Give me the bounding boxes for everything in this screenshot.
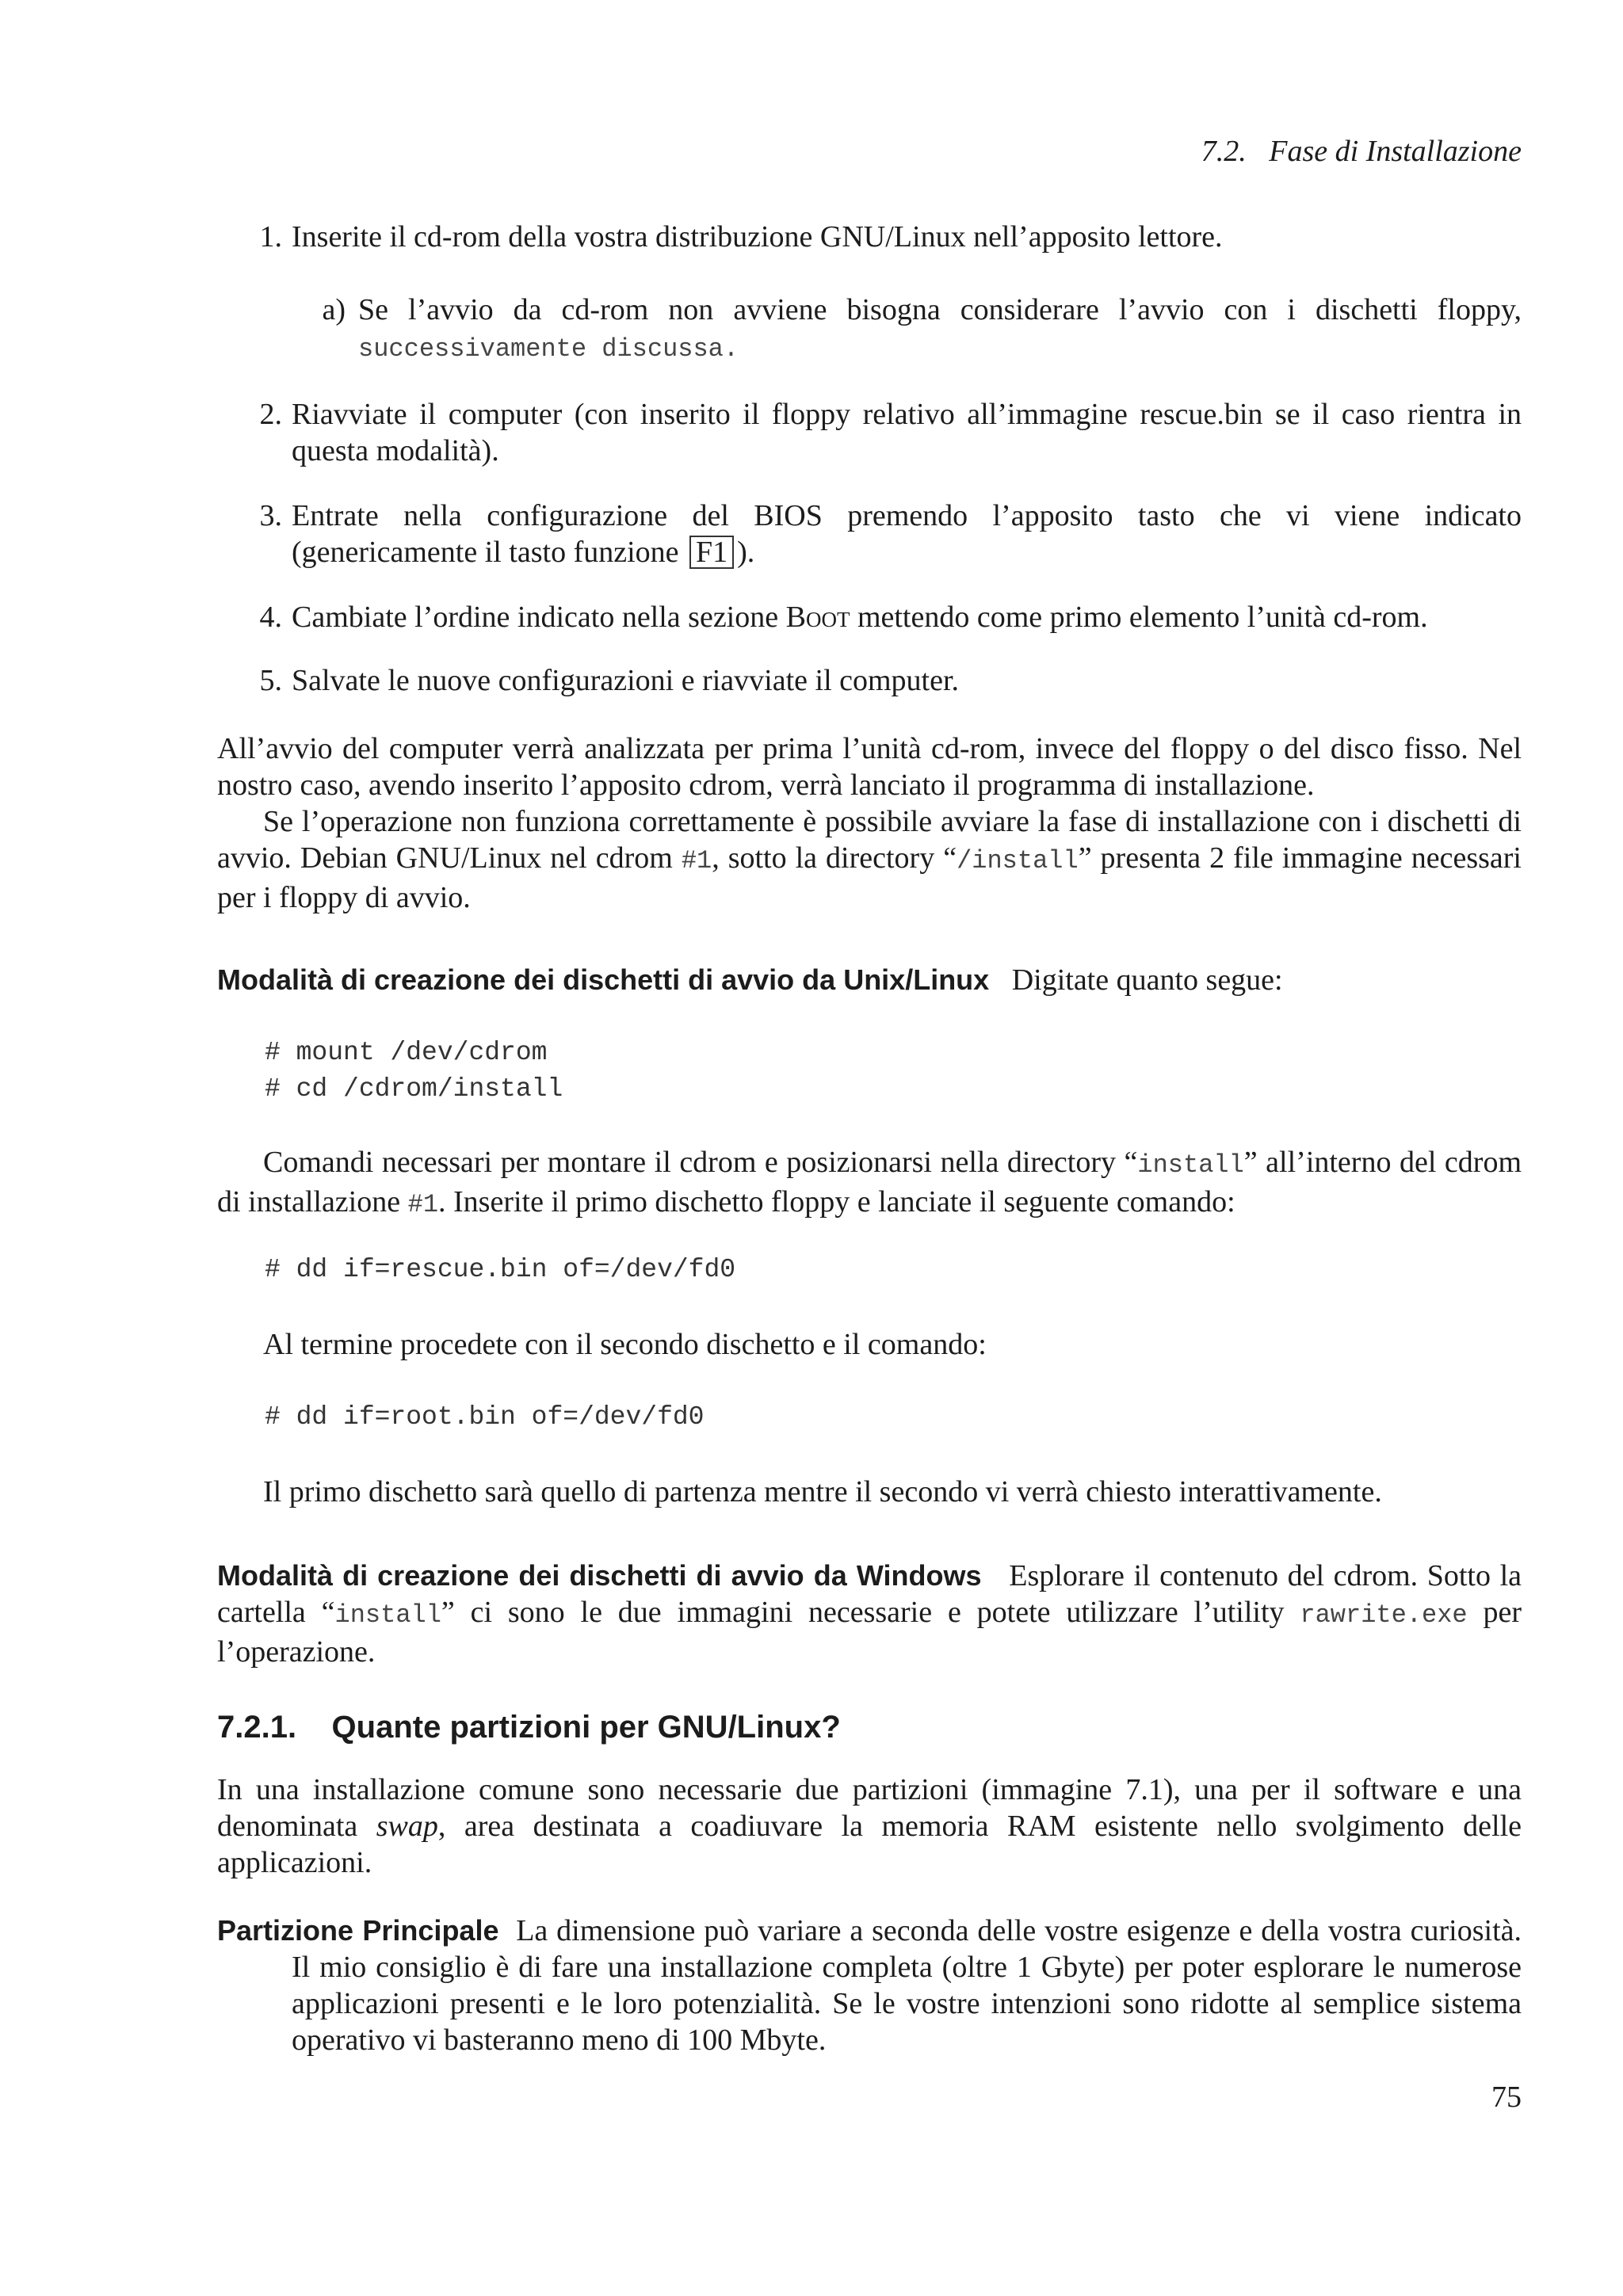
list-item-4-end: mettendo come primo elemento l’unità cd-rom.: [857, 601, 1428, 634]
paragraph-2: [217, 803, 1522, 916]
unix-intro: Digitate quanto segue:: [1011, 963, 1283, 997]
windows-code-b: install: [334, 1600, 441, 1630]
description-item: [217, 1913, 1522, 2058]
para2-text-a: Se l’operazione non funziona correttamente è possibile avviare la fase di installazione con i dischetti di avvio. Debian GNU/Linux nel cdrom: [217, 805, 1522, 875]
windows-text-a: Esplorare il contenuto del cdrom. Sotto la cartella “: [217, 1559, 1522, 1629]
windows-paragraph: [217, 1558, 1522, 1670]
list-item-4: [292, 599, 1528, 635]
unix-p1-code-b: install: [1137, 1150, 1244, 1180]
unix-paragraph-3: Il primo dischetto sarà quello di partenza mentre il secondo vi verrà chiesto interattivamente.: [263, 1475, 1382, 1508]
running-head: [1201, 133, 1522, 170]
subsection-title: Quante partizioni per GNU/Linux?: [331, 1710, 841, 1745]
para3-text-c: , area destinata a coadiuvare la memoria RAM esistente nello svolgimento delle applicazioni.: [217, 1810, 1522, 1879]
windows-code-d: rawrite.exe: [1300, 1600, 1468, 1630]
header-section-title: Fase di Installazione: [1269, 135, 1522, 168]
subsection-heading: [217, 1710, 841, 1745]
f1-key: F1: [689, 536, 734, 569]
code-line-3: # dd if=rescue.bin of=/dev/fd0: [265, 1255, 736, 1284]
unix-p1-text-a: Comandi necessari per montare il cdrom e posizionarsi nella directory “: [263, 1146, 1138, 1179]
list-number: 1.: [259, 220, 282, 254]
unix-paragraph-1: [217, 1144, 1522, 1223]
list-item-2: Riavviate il computer (con inserito il floppy relativo all’immagine rescue.bin se il caso rientra in questa modalità).: [292, 398, 1522, 467]
unix-p1-code-d: #1: [407, 1190, 439, 1219]
windows-text-c: ” ci sono le due immagini necessarie e potete utilizzare l’utility: [441, 1596, 1285, 1629]
para3-text-a: In una installazione comune sono necessarie due partizioni (immagine 7.1), una per il software e una denominata: [217, 1773, 1522, 1843]
list-number: 5.: [259, 664, 282, 697]
list-item-3: [292, 498, 1522, 570]
paragraph-3: [217, 1772, 1522, 1881]
description-term: Partizione Principale: [217, 1914, 499, 1947]
paragraph-1: All’avvio del computer verrà analizzata per prima l’unità cd-rom, invece del floppy o del disco fisso. Nel nostro caso, avendo inserito l’apposito cdrom, verrà lanciato il programma di installazione.: [217, 732, 1522, 802]
code-line-1: # mount /dev/cdrom: [265, 1038, 548, 1067]
list-item-3-text: Entrate nella configurazione del BIOS premendo l’apposito tasto che vi viene indicato (genericamente il tasto funzione: [292, 499, 1522, 569]
sublist-text-mono: successivamente discussa.: [358, 334, 739, 364]
windows-text-e: per l’operazione.: [217, 1596, 1522, 1669]
list-item-3-end: ).: [737, 536, 755, 569]
sublist-item-a: [358, 292, 1522, 368]
list-item-4-text: Cambiate l’ordine indicato nella sezione: [292, 601, 779, 634]
list-number: 4.: [259, 601, 282, 634]
unix-paragraph: [217, 962, 1522, 998]
para2-text-e: ” presenta 2 file immagine necessari per i floppy di avvio.: [217, 841, 1522, 914]
para2-text-c: , sotto la directory “: [712, 841, 957, 875]
list-item-1: Inserite il cd-rom della vostra distribuzione GNU/Linux nell’apposito lettore.: [292, 220, 1223, 254]
unix-p1-text-c: ” all’interno del cdrom di installazione: [217, 1146, 1522, 1219]
boot-smallcaps: Boot: [785, 601, 850, 634]
description-text: La dimensione può variare a seconda delle vostre esigenze e della vostra curiosità. Il mio consiglio è di fare una installazione completa (oltre 1 Gbyte) per poter esplorare le numerose applicazioni presenti e le loro potenzialità. Se le vostre intenzioni sono ridotte al semplice sistema operativo vi basteranno meno di 100 Mbyte.: [292, 1914, 1522, 2057]
unix-p1-text-e: . Inserite il primo dischetto floppy e lanciate il seguente comando:: [438, 1185, 1235, 1219]
list-item-5: Salvate le nuove configurazioni e riavviate il computer.: [292, 664, 960, 697]
sublist-text: Se l’avvio da cd-rom non avviene bisogna considerare l’avvio con i dischetti floppy,: [358, 293, 1522, 326]
list-number: 3.: [259, 499, 282, 532]
page-number: 75: [1491, 2081, 1522, 2114]
code-line-2: # cd /cdrom/install: [265, 1074, 563, 1104]
list-number: 2.: [259, 398, 282, 431]
unix-heading: Modalità di creazione dei dischetti di avvio da Unix/Linux: [217, 963, 990, 996]
swap-term: swap: [376, 1810, 438, 1843]
para2-code-b: #1: [681, 846, 712, 875]
code-line-4: # dd if=root.bin of=/dev/fd0: [265, 1402, 705, 1432]
header-section-number: 7.2.: [1201, 135, 1247, 168]
subsection-number: 7.2.1.: [217, 1710, 297, 1745]
para2-code-d: /install: [957, 846, 1079, 875]
unix-paragraph-2: Al termine procedete con il secondo dischetto e il comando:: [263, 1328, 987, 1361]
windows-heading: Modalità di creazione dei dischetti di avvio da Windows: [217, 1559, 982, 1592]
sublist-label: a): [322, 293, 346, 326]
